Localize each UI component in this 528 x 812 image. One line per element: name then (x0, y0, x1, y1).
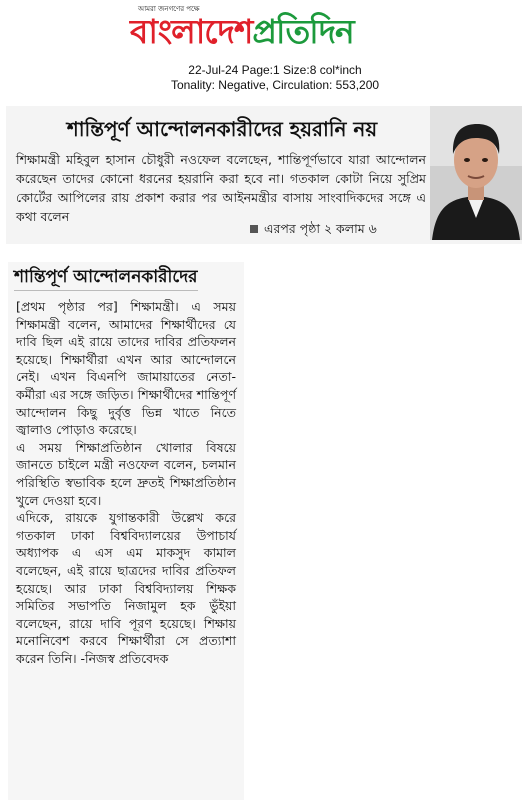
portrait-illustration (430, 106, 522, 240)
article-paragraph: এদিকে, রায়কে যুগান্তকারী উল্লেখ করে গতকাল ঢাকা বিশ্ববিদ্যালয়ের উপাচার্য অধ্যাপক এ এস এম মাকসুদ কামাল বলেছেন, এই রায়ে ছাত্রদের দাবির প্রতিফল হয়েছে। আর ঢাকা বিশ্ববিদ্যালয় শিক্ষক সমিতির সভাপতি নিজামুল হক ভুঁইয়া বলেছেন, রায়ে দাবি পূরণ হয়েছে। শিক্ষায় মনোনিবেশ করবে শিক্ষার্থীরা সে প্রত্যাশা করেন তিনি। -নিজস্ব প্রতিবেদক (16, 510, 236, 666)
inside-article-body (16, 298, 236, 667)
metadata-date-page-size: 22-Jul-24 Page:1 Size:8 col*inch (188, 63, 362, 77)
front-headline: শান্তিপূর্ণ আন্দোলনকারীদের হয়রানি নয় (66, 117, 378, 141)
masthead (0, 0, 528, 60)
continuation-note (250, 220, 377, 238)
logo-part-green: প্রতিদিন (252, 12, 354, 51)
masthead-tagline: আমরা জনগণের পক্ষে (138, 5, 200, 13)
inside-headline: শান্তিপূর্ণ আন্দোলনকারীদের (14, 264, 198, 291)
front-lead-text: শিক্ষামন্ত্রী মহিবুল হাসান চৌধুরী নওফেল বলেছেন, শান্তিপূর্ণভাবে যারা আন্দোলন করেছেন তাদের কোনো ধরনের হয়রানি করা হবে না। গতকাল কোটা নিয়ে সুপ্রিম কোর্টের আপিলের রায় প্রকাশ করার পর আইনমন্ত্রীর বাসায় সাংবাদিকদের সঙ্গে এ কথা বলেন (16, 152, 426, 224)
clipping-metadata (160, 63, 390, 93)
article-paragraph: এ সময় শিক্ষাপ্রতিষ্ঠান খোলার বিষয়ে জানতে চাইলে মন্ত্রী নওফেল বলেন, চলমান পরিস্থিতি স্বভাবিক হলে দ্রুতই শিক্ষাপ্রতিষ্ঠান খুলে দেওয়া হবে। (16, 439, 236, 508)
article-paragraph: [প্রথম পৃষ্ঠার পর] শিক্ষামন্ত্রী। এ সময় শিক্ষামন্ত্রী বলেন, আমাদের শিক্ষার্থীদের যে দাবি ছিল এই রায়ে তাদের দাবির প্রতিফলন হয়েছে। শিক্ষার্থীরা এখন আর আন্দোলনে নেই। এখন বিএনপি জামায়াতের নেতা-কর্মীরা এর সঙ্গে জড়িত। শিক্ষার্থীদের শান্তিপূর্ণ আন্দোলন কিছু দুর্বৃত্ত ভিন্ন খাতে নিতে জ্বালাও পোড়াও করেছে। (16, 299, 236, 438)
square-bullet-icon (250, 225, 258, 233)
minister-photo (430, 106, 522, 240)
inside-page-clip (8, 262, 244, 800)
logo-part-red: বাংলাদেশ (130, 12, 253, 51)
front-page-clip (6, 106, 522, 244)
newspaper-logo (130, 12, 354, 52)
continuation-text: এরপর পৃষ্ঠা ২ কলাম ৬ (264, 221, 377, 236)
metadata-tonality-circulation: Tonality: Negative, Circulation: 553,200 (170, 78, 380, 92)
